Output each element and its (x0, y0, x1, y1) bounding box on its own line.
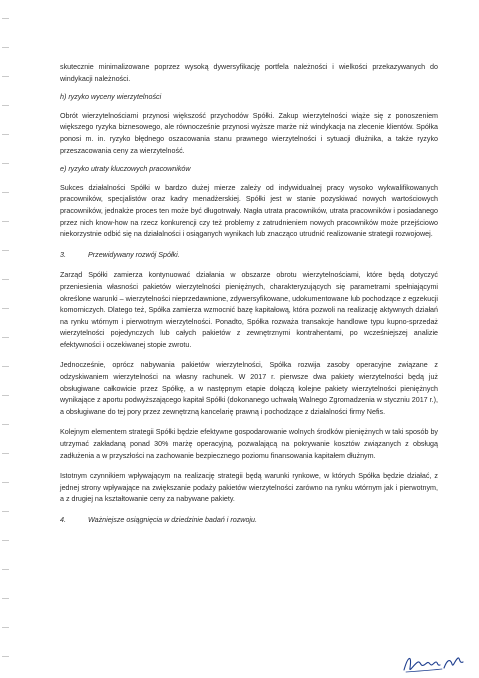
margin-tick (2, 163, 9, 164)
section-title: Przewidywany rozwój Spółki. (88, 250, 180, 259)
document-page (60, 62, 438, 527)
section-number: 4. (60, 516, 66, 524)
paragraph-strategy: Zarząd Spółki zamierza kontynuować działania w obszarze obrotu wierzytelnościami, które będą dotyczyć przeniesienia własności pakietów wierzytelności pieniężnych, charakteryzujących się parametrami spełniającymi określone warunki – wierzytelności nieprzedawnione, zdywersyfikowane, udokumentowane lub pochodzące z egzekucji komorniczych. Dlatego też, Spółka zamierza wzmocnić bazę kapitałową, która pozwoli na realizację aktywnych działań na rynku wtórnym i pierwotnym wierzytelności. Ponadto, Spółka rozważa transakcje handlowe typu kupno-sprzedaż wierzytelności pojedynczych lub całych pakietów z zewnętrznymi kontrahentami, po wcześniejszej analizie efektywności i oczekiwanej stopie zwrotu. (60, 271, 438, 349)
margin-tick (2, 424, 9, 425)
margin-tick (2, 134, 9, 135)
paragraph-employee-risk: Sukces działalności Spółki w bardzo dużej mierze zależy od indywidualnej pracy wysoko wykwalifikowanych pracowników, specjalistów oraz kadry menadżerskiej. Spółki jest w stanie pozyskiwać nowych wartościowych pracowników, jednakże proces ten może być długotrwały. Nagła utrata pracowników, utrata pracowników i posiadanego przez nich know-how na rzecz konkurencji czy też problemy z zatrudnieniem nowych pracowników może przejściowo niekorzystnie odbić się na działalności i osiąganych wynikach lub znacząco utrudnić realizowanie strategii rozwojowej. (60, 183, 438, 239)
section-title: Ważniejsze osiągnięcia w dziedzinie badań i rozwoju. (88, 516, 257, 524)
margin-ticks (0, 0, 14, 678)
margin-tick (2, 47, 9, 48)
paragraph-market-factors: Istotnym czynnikiem wpływającym na realizację strategii będą warunki rynkowe, w których Spółka będzie działać, z jednej strony wpływające na zwiększanie podaży pakietów wierzytelności zarówno na rynku wtórnym jak i pierwotnym, a z drugiej na kształtowanie ceny za nabywane pakiety. (60, 472, 438, 504)
margin-tick (2, 279, 9, 280)
margin-tick (2, 192, 9, 193)
margin-tick (2, 540, 9, 541)
margin-tick (2, 569, 9, 570)
margin-tick (2, 337, 9, 338)
paragraph-intro: skutecznie minimalizowane poprzez wysoką dywersyfikację portfela należności i wielkości przekazywanych do windykacji należności. (60, 63, 438, 83)
margin-tick (2, 511, 9, 512)
margin-tick (2, 105, 9, 106)
margin-tick (2, 453, 9, 454)
margin-tick (2, 395, 9, 396)
margin-tick (2, 656, 9, 657)
paragraph-valuation-risk: Obrót wierzytelnościami przynosi większość przychodów Spółki. Zakup wierzytelności wiąże się z ponoszeniem większego ryzyka biznesowego, ale równocześnie przynosi wyższe marże niż windykacja na zlecenie klientów. Spółka ponosi m. in. ryzyko błędnego oszacowania stanu prawnego wierzytelności i sytuacji dłużnika, a także ryzyko przeszacowania ceny za wierzytelność. (60, 111, 438, 155)
section-number: 3. (60, 250, 66, 259)
margin-tick (2, 366, 9, 367)
margin-tick (2, 482, 9, 483)
heading-employee-risk: e) ryzyko utraty kluczowych pracowników (60, 165, 191, 174)
margin-tick (2, 76, 9, 77)
section-heading-development (60, 250, 438, 262)
margin-tick (2, 308, 9, 309)
margin-tick (2, 627, 9, 628)
section-heading-research (60, 515, 438, 527)
paragraph-cash-management: Kolejnym elementem strategii Spółki będzie efektywne gospodarowanie wolnych środków pieniężnych w taki sposób by utrzymać zakładaną ponad 30% marżę operacyjną, pozwalającą na pokrywanie kosztów związanych z obsługą zadłużenia a w przyszłości na zachowanie bezpiecznego poziomu finansowania kapitałem dłużnym. (60, 428, 438, 460)
paragraph-operations: Jednocześnie, oprócz nabywania pakietów wierzytelności, Spółka rozwija zasoby operacyjne związane z odzyskiwaniem wierzytelności na własny rachunek. W 2017 r. pierwsze dwa pakiety wierzytelności będą już obsługiwane całkowicie przez Spółkę, a w następnym etapie dołączą kolejne pakiety wierzytelności pieniężnych wynikające z aportu podwyższającego kapitał Spółki (dokonanego uchwałą Walnego Zgromadzenia w styczniu 2017 r.), a obsługiwane do tej pory przez zewnętrzną kancelarię prawną i pochodzące z działalności firmy Nefis. (60, 361, 438, 416)
handwritten-signature (400, 650, 470, 676)
margin-tick (2, 18, 9, 19)
margin-tick (2, 250, 9, 251)
margin-tick (2, 221, 9, 222)
margin-tick (2, 598, 9, 599)
heading-valuation-risk: h) ryzyko wyceny wierzytelności (60, 93, 162, 102)
